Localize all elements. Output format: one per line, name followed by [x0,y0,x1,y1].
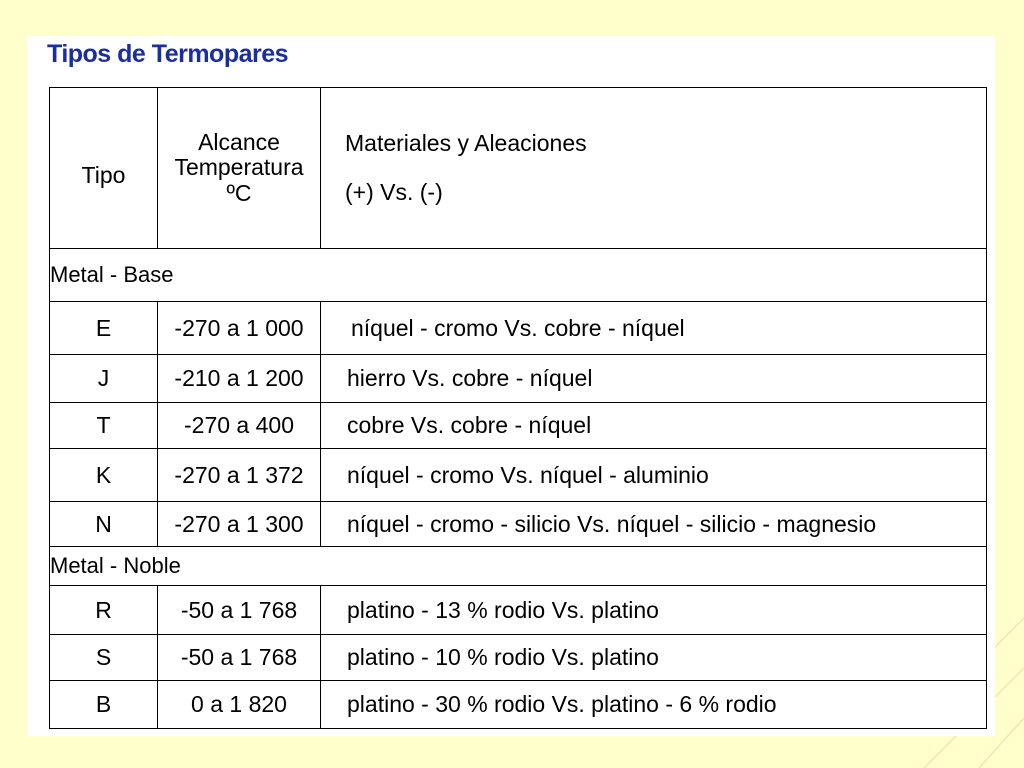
table-row [50,302,987,355]
header-materiales-line2: (+) Vs. (-) [345,179,443,205]
header-tipo: Tipo [50,88,158,249]
cell-tipo: N [50,502,158,547]
cell-rango: -50 a 1 768 [158,635,321,681]
cell-rango: -270 a 400 [158,403,321,449]
table-row [50,502,987,547]
cell-materiales: níquel - cromo Vs. níquel - aluminio [321,449,987,502]
cell-rango: 0 a 1 820 [158,681,321,729]
cell-tipo: T [50,403,158,449]
cell-materiales: platino - 10 % rodio Vs. platino [321,635,987,681]
cell-rango: -50 a 1 768 [158,586,321,635]
header-materiales [321,88,987,249]
cell-tipo: J [50,355,158,403]
section-label-metal-base: Metal - Base [50,249,987,302]
cell-rango: -270 a 1 000 [158,302,321,355]
section-row-metal-base [50,249,987,302]
cell-tipo: R [50,586,158,635]
cell-rango: -270 a 1 300 [158,502,321,547]
header-alcance-line3: ºC [226,179,252,206]
cell-materiales: níquel - cromo Vs. cobre - níquel [321,302,987,355]
cell-tipo: E [50,302,158,355]
header-alcance-line2: Temperatura [174,154,304,181]
page-title: Tipos de Termopares [47,40,289,68]
table-row [50,449,987,502]
cell-rango: -270 a 1 372 [158,449,321,502]
header-materiales-line1: Materiales y Aleaciones [345,129,587,156]
cell-rango: -210 a 1 200 [158,355,321,403]
table-header-row [50,88,987,249]
cell-materiales: hierro Vs. cobre - níquel [321,355,987,403]
header-alcance-line1: Alcance [198,129,280,156]
cell-materiales: platino - 30 % rodio Vs. platino - 6 % rodio [321,681,987,729]
cell-tipo: B [50,681,158,729]
table-row [50,586,987,635]
cell-tipo: S [50,635,158,681]
cell-materiales: cobre Vs. cobre - níquel [321,403,987,449]
table-row [50,681,987,729]
table-row [50,403,987,449]
cell-tipo: K [50,449,158,502]
table-row [50,355,987,403]
thermocouple-table [49,87,987,729]
section-row-metal-noble [50,547,987,586]
cell-materiales: níquel - cromo - silicio Vs. níquel - silicio - magnesio [321,502,987,547]
header-alcance [158,88,321,249]
section-label-metal-noble: Metal - Noble [50,547,987,586]
table-row [50,635,987,681]
cell-materiales: platino - 13 % rodio Vs. platino [321,586,987,635]
slide-content [27,36,995,736]
